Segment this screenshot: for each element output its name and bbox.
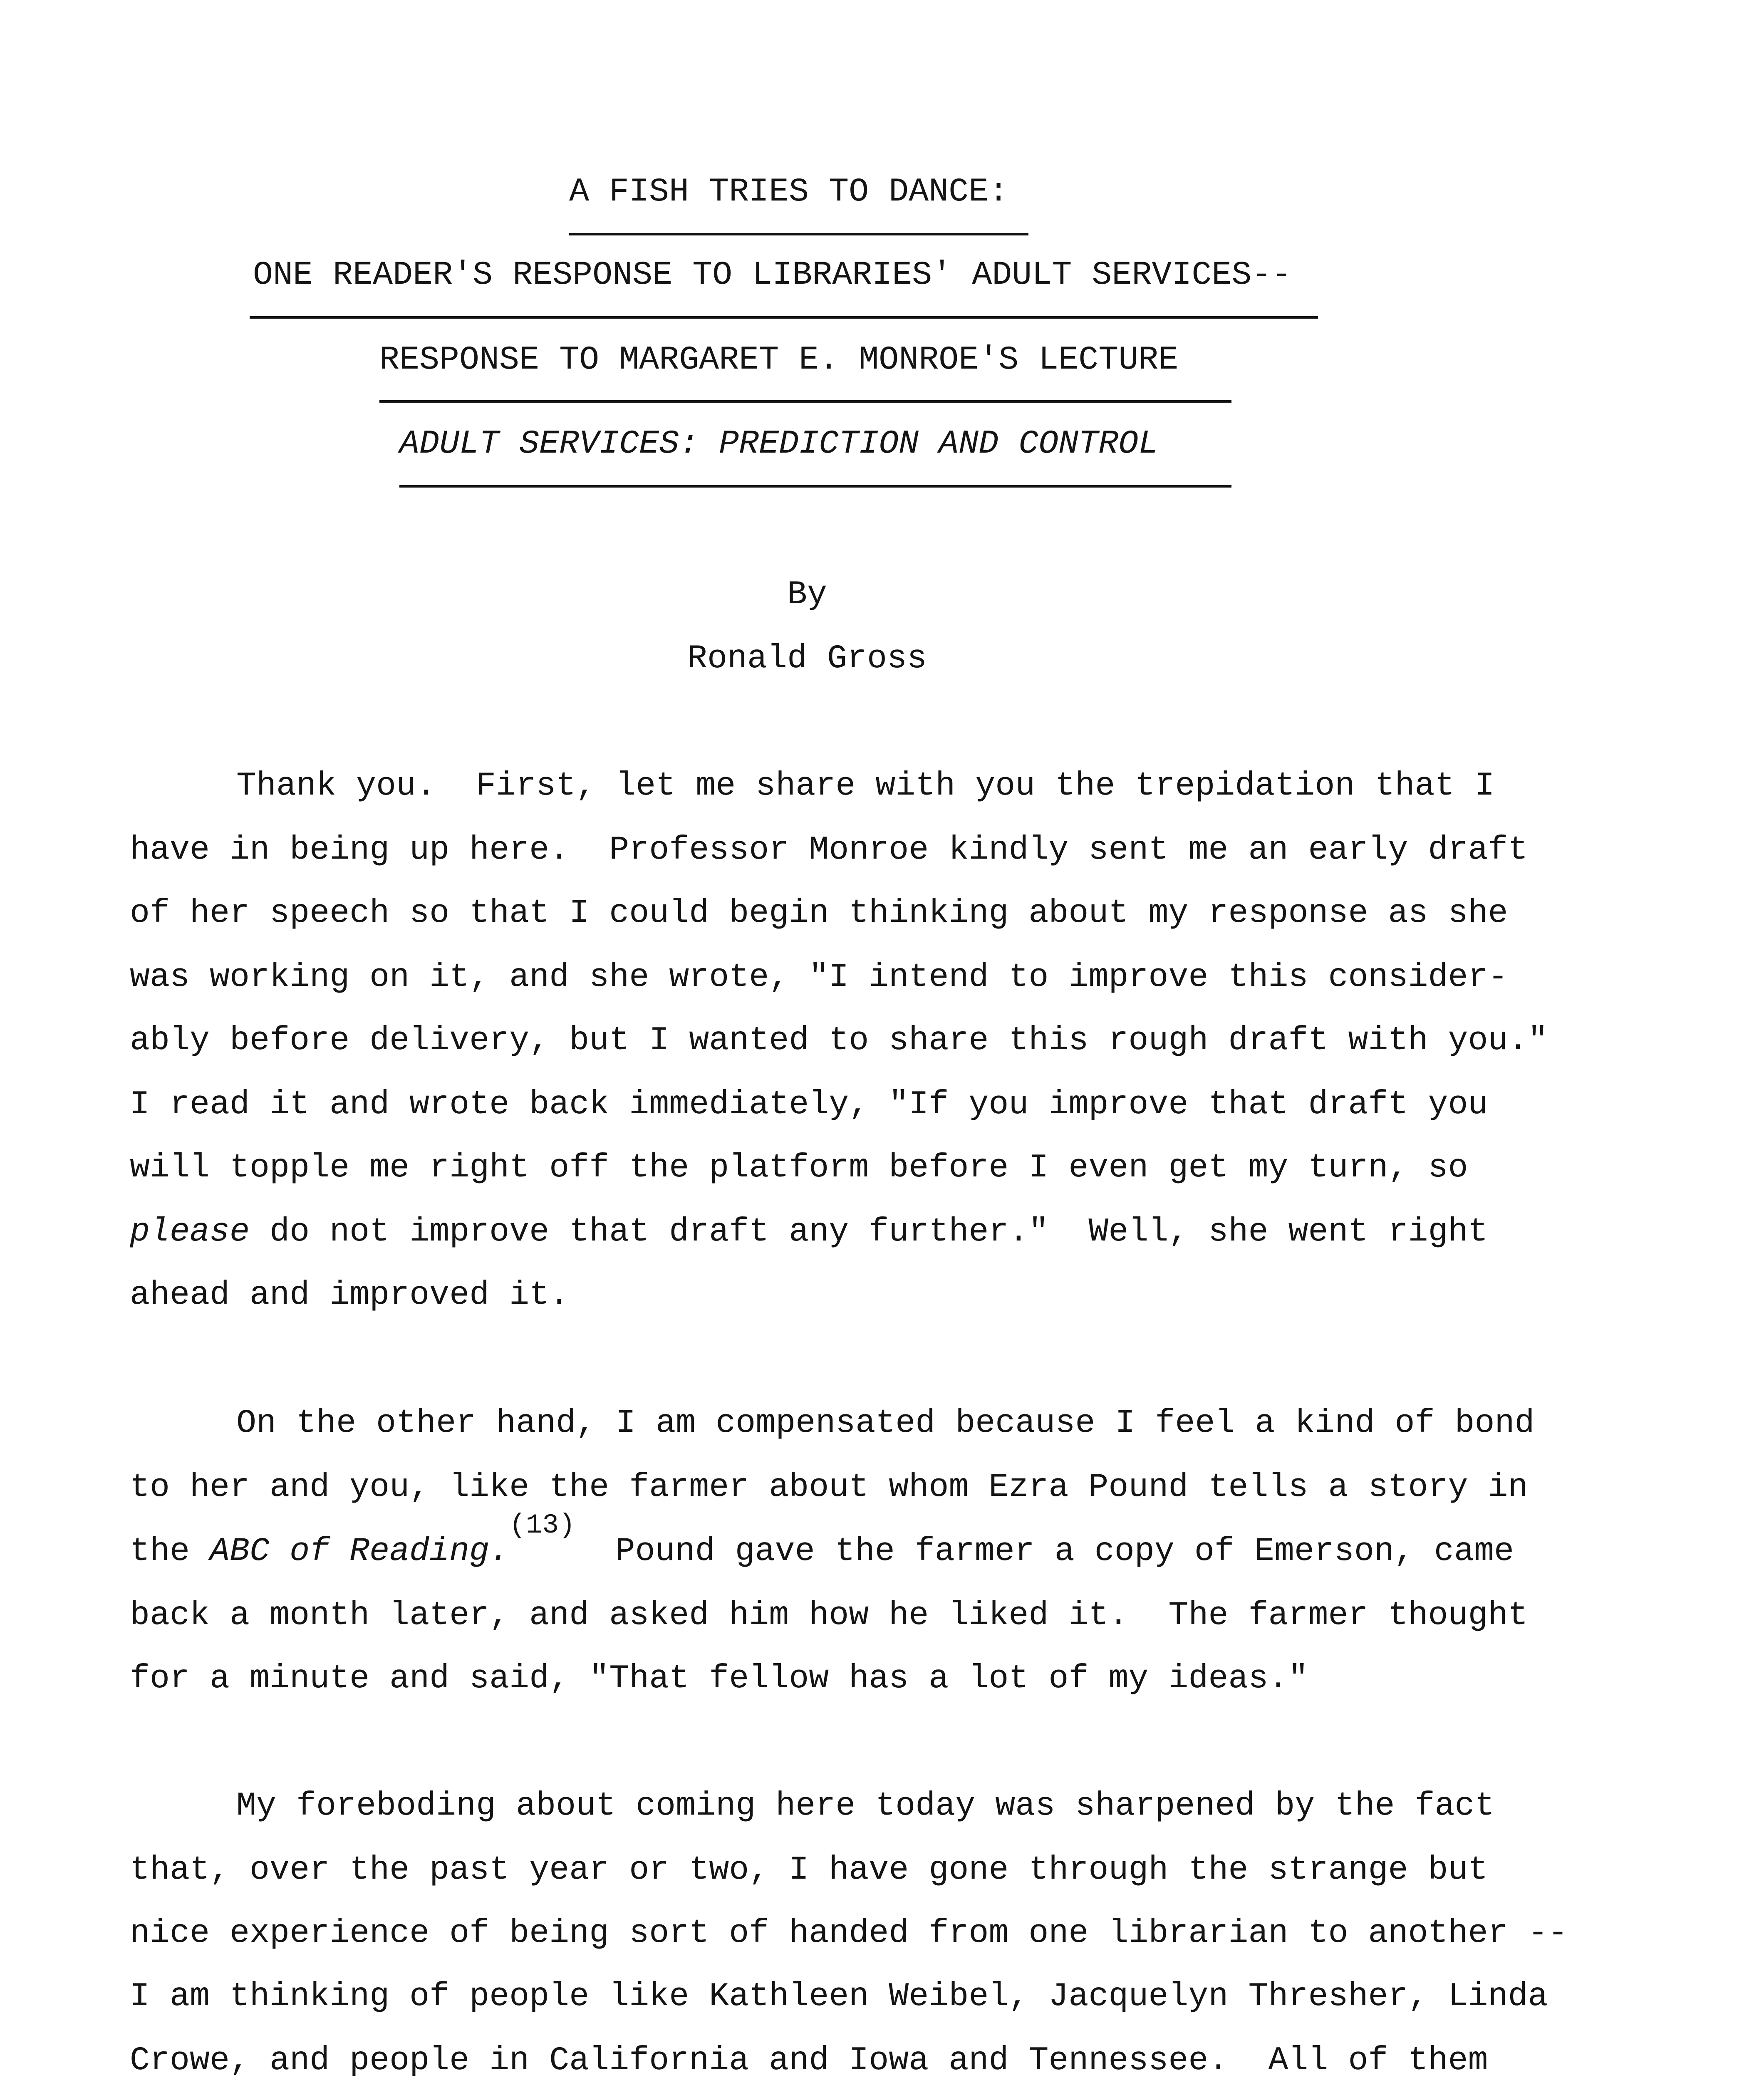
title-rule-4 [399,485,1231,488]
paragraph-1-line: of her speech so that I could begin thinking about my response as she [130,894,1508,932]
byline-author: Ronald Gross [687,640,927,678]
paragraph-1-line [130,1213,1488,1251]
paragraph-1-line: was working on it, and she wrote, "I intend to improve this consider- [130,958,1508,996]
paragraph-3-line: I am thinking of people like Kathleen Weibel, Jacquelyn Thresher, Linda [130,1978,1548,2016]
paragraph-2-line: back a month later, and asked him how he liked it. The farmer thought [130,1597,1528,1634]
paragraph-3-line: My foreboding about coming here today was sharpened by the fact [236,1787,1495,1825]
title-line-1: A FISH TRIES TO DANCE: [569,173,1009,211]
title-line-3: RESPONSE TO MARGARET E. MONROE'S LECTURE [379,341,1179,379]
footnote-reference: (13) [509,1510,575,1541]
paragraph-3-line: that, over the past year or two, I have gone through the strange but [130,1851,1488,1889]
paragraph-1-line: will topple me right off the platform before I even get my turn, so [130,1149,1468,1187]
byline-by: By [787,576,827,614]
paragraph-2-line-3-end: Pound gave the farmer a copy of Emerson, came [575,1533,1514,1570]
paragraph-1-line: have in being up here. Professor Monroe kindly sent me an early draft [130,831,1528,869]
paragraph-1-line: I read it and wrote back immediately, "If you improve that draft you [130,1086,1488,1124]
paragraph-3-line: Crowe, and people in California and Iowa and Tennessee. All of them [130,2042,1488,2080]
paragraph-2-line: to her and you, like the farmer about whom Ezra Pound tells a story in [130,1468,1528,1506]
emphasis-please: please [130,1213,250,1251]
title-line-2: ONE READER'S RESPONSE TO LIBRARIES' ADULT SERVICES-- [253,256,1292,294]
paragraph-2-line [130,1510,1514,1570]
title-rule-1 [569,233,1028,235]
title-rule-3 [379,400,1231,403]
paragraph-2-line: for a minute and said, "That fellow has a lot of my ideas." [130,1660,1308,1698]
paragraph-1-line: ably before delivery, but I wanted to share this rough draft with you." [130,1022,1548,1060]
title-rule-2 [250,316,1318,319]
paragraph-2-line-3-start: the [130,1533,210,1570]
paragraph-1-line: ahead and improved it. [130,1276,570,1314]
paragraph-1-line-rest: do not improve that draft any further." Well, she went right [250,1213,1488,1251]
paragraph-3-line: nice experience of being sort of handed from one librarian to another -- [130,1914,1568,1952]
title-line-4: ADULT SERVICES: PREDICTION AND CONTROL [399,425,1159,463]
book-title-abc-of-reading: ABC of Reading. [210,1533,510,1570]
paragraph-2-line: On the other hand, I am compensated because I feel a kind of bond [236,1404,1535,1442]
paragraph-1-line: Thank you. First, let me share with you the trepidation that I [236,767,1495,805]
